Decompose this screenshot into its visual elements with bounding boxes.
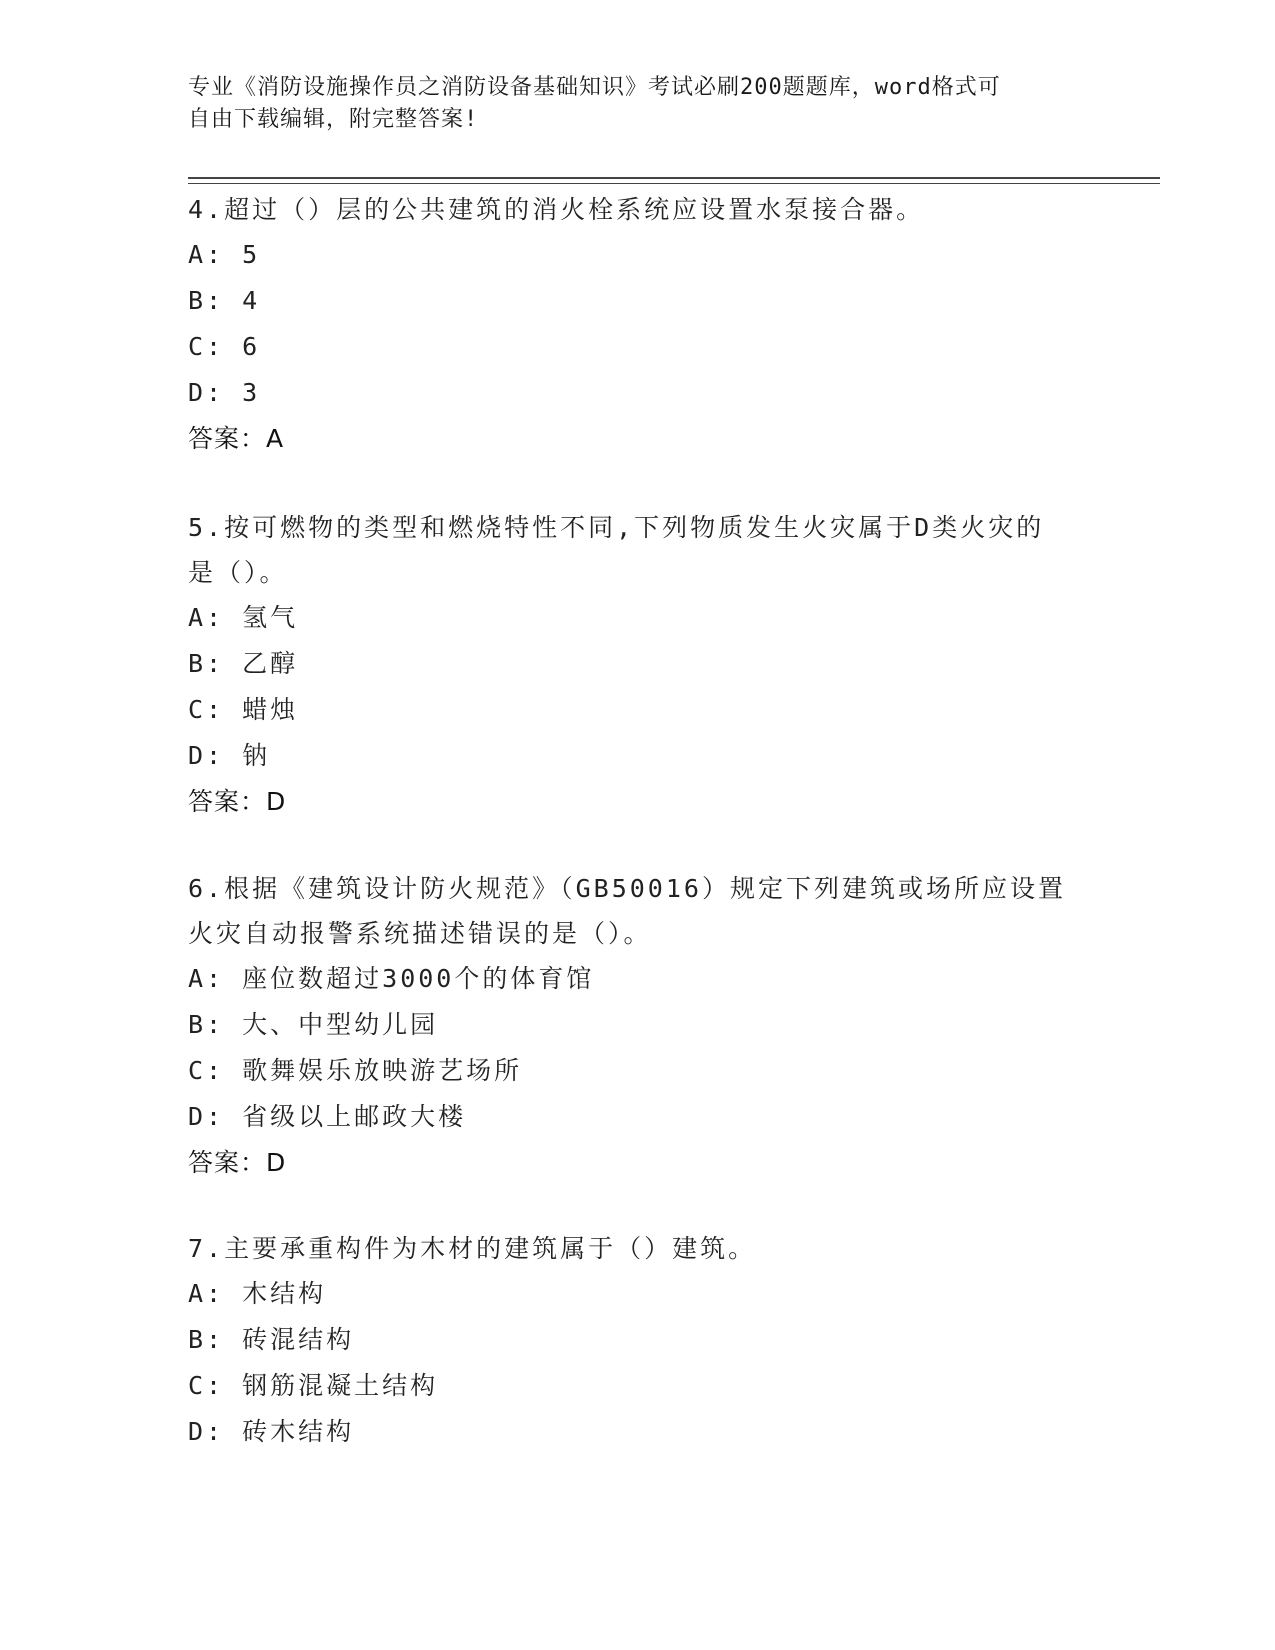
question-stem-line-2: 是（）。 [188, 558, 288, 587]
option-b: B: 乙醇 [188, 649, 299, 678]
answer: 答案：D [188, 1148, 287, 1177]
option-d: D: 省级以上邮政大楼 [188, 1102, 467, 1131]
document-header [188, 72, 1068, 136]
option-d: D: 钠 [188, 741, 271, 770]
header-divider-thin [188, 183, 1160, 184]
question-4 [188, 187, 1088, 462]
question-stem-line-2: 火灾自动报警系统描述错误的是（）。 [188, 919, 652, 948]
question-stem: 7.主要承重构件为木材的建筑属于（）建筑。 [188, 1234, 757, 1263]
question-6 [188, 866, 1088, 1186]
option-b: B: 砖混结构 [188, 1325, 355, 1354]
answer: 答案：D [188, 787, 287, 816]
header-line-1: 专业《消防设施操作员之消防设备基础知识》考试必刷200题题库，word格式可 [188, 75, 1001, 100]
option-c: C: 钢筋混凝土结构 [188, 1371, 439, 1400]
question-stem: 4.超过（）层的公共建筑的消火栓系统应设置水泵接合器。 [188, 195, 925, 224]
option-a: A: 木结构 [188, 1279, 327, 1308]
option-b: B: 大、中型幼儿园 [188, 1010, 439, 1039]
option-c: C: 歌舞娱乐放映游艺场所 [188, 1056, 523, 1085]
option-a: A: 5 [188, 240, 261, 269]
option-c: C: 6 [188, 332, 261, 361]
answer: 答案：A [188, 424, 285, 453]
question-5 [188, 505, 1088, 825]
option-c: C: 蜡烛 [188, 695, 299, 724]
option-d: D: 3 [188, 378, 261, 407]
header-divider-thick [188, 177, 1160, 179]
option-d: D: 砖木结构 [188, 1417, 355, 1446]
question-stem-line-1: 6.根据《建筑设计防火规范》（GB50016）规定下列建筑或场所应设置 [188, 874, 1066, 903]
option-a: A: 座位数超过3000个的体育馆 [188, 964, 595, 993]
question-7 [188, 1226, 1088, 1455]
option-a: A: 氢气 [188, 603, 299, 632]
header-line-2: 自由下载编辑，附完整答案! [188, 107, 479, 132]
option-b: B: 4 [188, 286, 261, 315]
question-stem-line-1: 5.按可燃物的类型和燃烧特性不同,下列物质发生火灾属于D类火灾的 [188, 513, 1045, 542]
